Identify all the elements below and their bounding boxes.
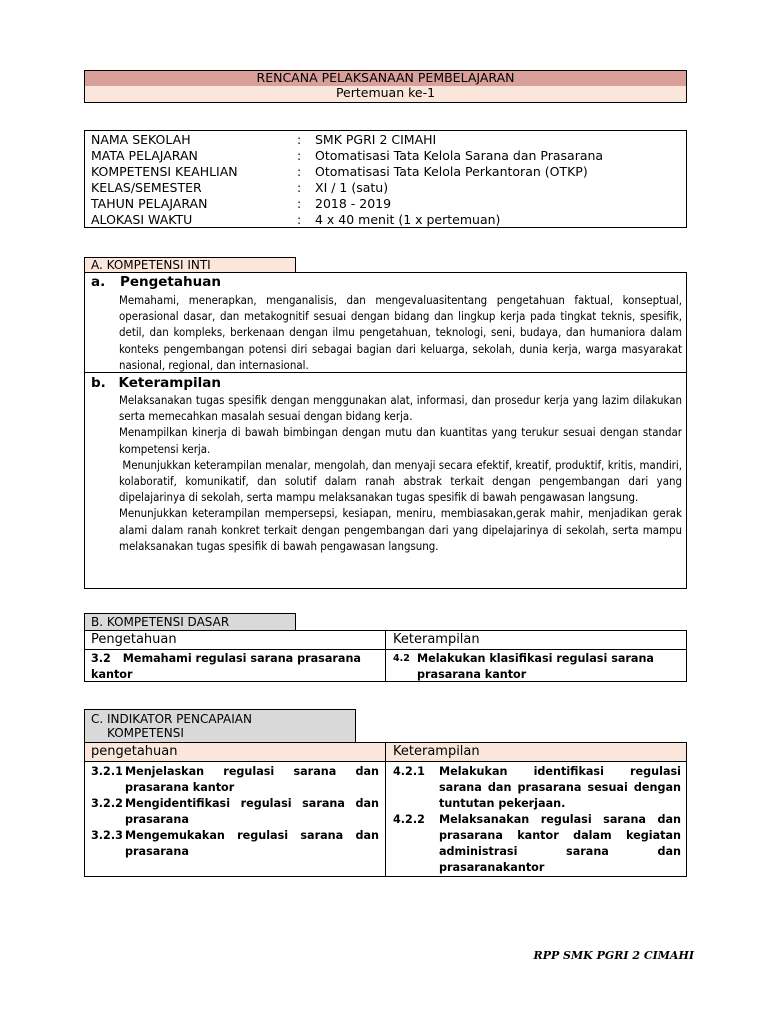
kompetensi-dasar-table (84, 630, 687, 682)
identity-label: KELAS/SEMESTER (91, 180, 202, 195)
keterampilan-paragraph: Menampilkan kinerja di bawah bimbingan dengan mutu dan kuantitas yang terukur sesuai dengan standar kompetensi kerja. (119, 425, 682, 456)
footer-text: RPP SMK PGRI 2 CIMAHI (533, 949, 694, 962)
ind-right-head: Keterampilan (393, 744, 480, 759)
indikator-table (84, 742, 687, 877)
ind-left-text: Mengidentifikasi regulasi sarana dan prasarana (125, 797, 379, 826)
identity-row (85, 132, 686, 148)
identity-table (84, 130, 687, 228)
identity-label: NAMA SEKOLAH (91, 132, 191, 147)
keterampilan-paragraph: Melaksanakan tugas spesifik dengan menggunakan alat, informasi, dan prosedur kerja yang lazim dilakukan serta memecahkan masalah sesuai dengan bidang kerja. (119, 393, 682, 424)
kd-divider (385, 631, 386, 681)
ind-left-item (91, 764, 379, 796)
document-title-text: RENCANA PELAKSANAAN PEMBELAJARAN (256, 70, 515, 85)
section-b-title-text: B. KOMPETENSI DASAR (91, 615, 230, 629)
ind-right-item (393, 764, 681, 812)
ind-right-num: 4.2.2 (393, 813, 425, 826)
kd-left-item (91, 651, 381, 683)
ind-right-text: Melaksanakan regulasi sarana dan prasarana kantor dalam kegiatan administrasi sarana dan prasaranakantor (439, 813, 681, 874)
ind-left-num: 3.2.1 (91, 765, 123, 778)
section-b-title (84, 613, 296, 631)
ind-left-text: Menjelaskan regulasi sarana dan prasarana kantor (125, 765, 379, 794)
section-a-title (84, 257, 296, 273)
section-c-title (84, 709, 356, 743)
pengetahuan-heading-text: Pengetahuan (119, 274, 221, 290)
identity-label: TAHUN PELAJARAN (91, 196, 208, 211)
pengetahuan-text (119, 292, 682, 373)
kd-left-text: Memahami regulasi sarana prasarana kantor (91, 652, 361, 681)
section-c-title-line2: KOMPETENSI (107, 726, 184, 740)
ind-left-text: Mengemukakan regulasi sarana dan prasarana (125, 829, 379, 858)
ind-left-head: pengetahuan (91, 744, 178, 759)
identity-separator: : (297, 212, 302, 227)
identity-separator: : (297, 132, 302, 147)
ind-head-line (85, 761, 686, 762)
kompetensi-inti-keterampilan (84, 372, 687, 589)
pengetahuan-label: a. (91, 274, 106, 290)
identity-separator: : (297, 180, 302, 195)
page-footer (534, 949, 694, 962)
identity-separator: : (297, 196, 302, 211)
identity-label: KOMPETENSI KEAHLIAN (91, 164, 238, 179)
identity-row (85, 164, 686, 180)
ind-right-text: Melakukan identifikasi regulasi sarana dan prasarana sesuai dengan tuntutan pekerjaan. (439, 765, 681, 810)
keterampilan-paragraph: Menunjukkan keterampilan mempersepsi, kesiapan, meniru, membiasakan,gerak mahir, menjadikan gerak alami dalam ranah konkret terkait dengan pengembangan dari yang dipelajarinya di sekolah, serta mampu melaksanakan tugas spesifik di bawah pengawasan langsung. (119, 506, 682, 553)
ind-left-item (91, 796, 379, 828)
identity-value: 4 x 40 menit (1 x pertemuan) (315, 212, 501, 227)
keterampilan-paragraph: Menunjukkan keterampilan menalar, mengolah, dan menyaji secara efektif, kreatif, produktif, kritis, mandiri, kolaboratif, komunikatif, dan solutif dalam ranah abstrak terkait dengan pengembangan dari yang dipelajarinya di sekolah, serta mampu melaksanakan tugas spesifik di bawah pengawasan langsung. (119, 457, 686, 505)
ind-left-num: 3.2.2 (91, 797, 123, 810)
keterampilan-text (119, 392, 686, 554)
ind-left-item (91, 828, 379, 860)
kd-head-line-left (85, 649, 385, 650)
kd-head-line-right (386, 649, 686, 650)
ind-right-item (393, 812, 681, 874)
kd-left-head: Pengetahuan (91, 632, 177, 647)
identity-label: MATA PELAJARAN (91, 148, 198, 163)
kd-right-head: Keterampilan (393, 632, 480, 647)
identity-separator: : (297, 164, 302, 179)
identity-row (85, 180, 686, 196)
kd-right-num: 4.2 (393, 653, 410, 664)
identity-row (85, 212, 686, 228)
keterampilan-heading-text: Keterampilan (118, 375, 221, 391)
kompetensi-inti-pengetahuan (84, 272, 687, 373)
section-a-title-text: A. KOMPETENSI INTI (91, 258, 211, 272)
identity-value: 2018 - 2019 (315, 196, 392, 211)
section-c-title-line1: C. INDIKATOR PENCAPAIAN (91, 712, 252, 726)
pengetahuan-heading (91, 274, 221, 290)
identity-value: Otomatisasi Tata Kelola Perkantoran (OTKP) (315, 164, 588, 179)
identity-separator: : (297, 148, 302, 163)
keterampilan-label: b. (91, 375, 106, 391)
meeting-title-text: Pertemuan ke-1 (335, 85, 436, 100)
pengetahuan-paragraph: Memahami, menerapkan, menganalisis, dan mengevaluasitentang pengetahuan faktual, konseptual, operasional dasar, dan metakognitif sesuai dengan bidang dan lingkup kerja pada tingkat teknis, spesifik, detil, dan kompleks, berkenaan dengan ilmu pengetahuan, teknologi, seni, budaya, dan humaniora dalam konteks pengembangan potensi diri sebagai bagian dari keluarga, sekolah, dunia kerja, warga masyarakat nasional, regional, dan internasional. (119, 293, 682, 372)
kd-right-text: Melakukan klasifikasi regulasi sarana prasarana kantor (417, 652, 654, 681)
meeting-title (84, 86, 687, 103)
identity-value: Otomatisasi Tata Kelola Sarana dan Prasarana (315, 148, 604, 163)
ind-right-num: 4.2.1 (393, 765, 425, 778)
identity-row (85, 148, 686, 164)
ind-divider (385, 743, 386, 876)
identity-row (85, 196, 686, 212)
identity-value: XI / 1 (satu) (315, 180, 389, 195)
kd-left-num: 3.2 (91, 652, 111, 665)
identity-label: ALOKASI WAKTU (91, 212, 193, 227)
keterampilan-heading (91, 375, 221, 391)
ind-left-num: 3.2.3 (91, 829, 123, 842)
identity-value: SMK PGRI 2 CIMAHI (315, 132, 437, 147)
